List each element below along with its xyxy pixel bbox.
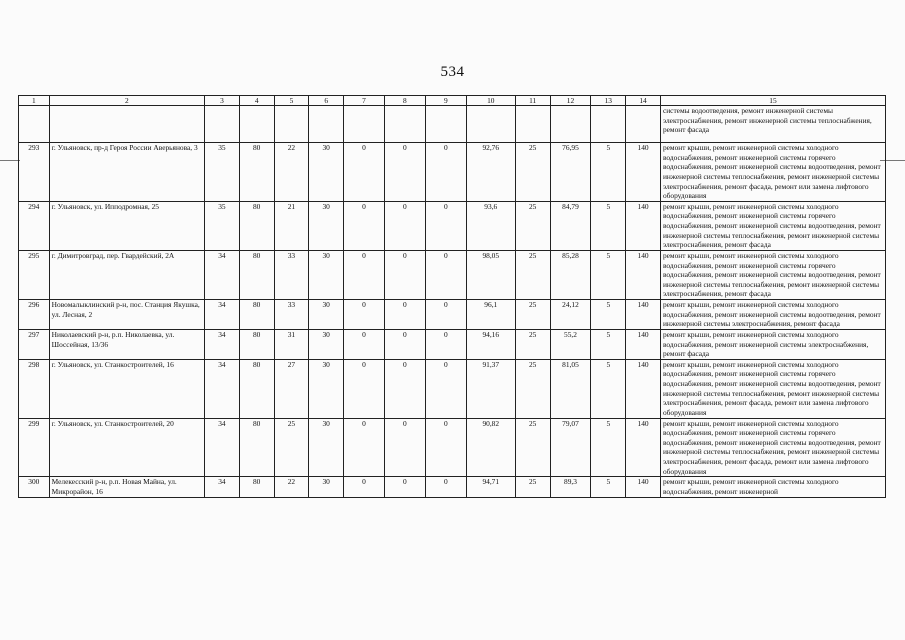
row-number-cell: 293 xyxy=(19,143,50,202)
value-cell: 140 xyxy=(626,418,661,477)
works-cell: ремонт крыши, ремонт инженерной системы холодного водоснабжения, ремонт инженерной xyxy=(660,477,885,497)
value-cell: 30 xyxy=(309,418,344,477)
header-cell: 1 xyxy=(19,96,50,106)
value-cell: 33 xyxy=(274,300,309,330)
value-cell: 0 xyxy=(344,143,385,202)
value-cell: 76,95 xyxy=(550,143,591,202)
value-cell: 96,1 xyxy=(466,300,515,330)
address-cell: Новомалыклинский р-н, пос. Станция Якушка, ул. Лесная, 2 xyxy=(49,300,204,330)
row-number-cell: 297 xyxy=(19,329,50,359)
address-cell: г. Ульяновск, пр-д Героя России Аверьянова, 3 xyxy=(49,143,204,202)
value-cell: 140 xyxy=(626,359,661,418)
value-cell: 27 xyxy=(274,359,309,418)
address-cell: Николаевский р-н, р.п. Николаевка, ул. Шоссейная, 13/36 xyxy=(49,329,204,359)
value-cell: 25 xyxy=(515,300,550,330)
value-cell: 0 xyxy=(425,359,466,418)
value-cell: 25 xyxy=(515,250,550,299)
header-cell: 2 xyxy=(49,96,204,106)
value-cell: 0 xyxy=(425,143,466,202)
value-cell: 140 xyxy=(626,143,661,202)
value-cell: 92,76 xyxy=(466,143,515,202)
value-cell: 30 xyxy=(309,477,344,497)
value-cell: 25 xyxy=(515,329,550,359)
header-cell: 8 xyxy=(384,96,425,106)
value-cell: 25 xyxy=(274,418,309,477)
works-cell: ремонт крыши, ремонт инженерной системы холодного водоснабжения, ремонт инженерной системы горячего водоснабжения, ремонт инженерной системы водоотведения, ремонт инженерной системы теплоснабжения, ремонт инженерной системы электроснабжения, ремонт фасада, ремонт или замена лифтового оборудования xyxy=(660,359,885,418)
page-number: 534 xyxy=(440,64,465,80)
value-cell: 25 xyxy=(515,359,550,418)
value-cell: 25 xyxy=(515,477,550,497)
table-row xyxy=(19,418,886,477)
table-row xyxy=(19,329,886,359)
address-cell: Мелекесский р-н, р.п. Новая Майна, ул. Микрорайон, 16 xyxy=(49,477,204,497)
table-row xyxy=(19,300,886,330)
header-cell: 12 xyxy=(550,96,591,106)
value-cell: 5 xyxy=(591,250,626,299)
value-cell: 24,12 xyxy=(550,300,591,330)
works-cell: ремонт крыши, ремонт инженерной системы холодного водоснабжения, ремонт инженерной системы горячего водоснабжения, ремонт инженерной системы водоотведения, ремонт инженерной системы теплоснабжения, ремонт инженерной системы электроснабжения, ремонт фасада, ремонт или замена лифтового оборудования xyxy=(660,418,885,477)
table-row xyxy=(19,201,886,250)
value-cell: 79,07 xyxy=(550,418,591,477)
row-number-cell: 299 xyxy=(19,418,50,477)
value-cell: 30 xyxy=(309,201,344,250)
value-cell: 98,05 xyxy=(466,250,515,299)
value-cell: 80 xyxy=(239,329,274,359)
value-cell: 140 xyxy=(626,201,661,250)
header-cell: 11 xyxy=(515,96,550,106)
value-cell: 80 xyxy=(239,418,274,477)
value-cell: 80 xyxy=(239,201,274,250)
value-cell: 0 xyxy=(344,201,385,250)
row-number-cell: 294 xyxy=(19,201,50,250)
value-cell: 80 xyxy=(239,143,274,202)
value-cell: 94,71 xyxy=(466,477,515,497)
value-cell: 140 xyxy=(626,250,661,299)
header-cell: 7 xyxy=(344,96,385,106)
value-cell: 5 xyxy=(591,359,626,418)
value-cell: 94,16 xyxy=(466,329,515,359)
value-cell: 30 xyxy=(309,329,344,359)
value-cell: 34 xyxy=(205,250,240,299)
value-cell: 34 xyxy=(205,418,240,477)
value-cell: 80 xyxy=(239,300,274,330)
value-cell: 0 xyxy=(384,250,425,299)
table-row xyxy=(19,143,886,202)
value-cell: 0 xyxy=(344,300,385,330)
value-cell: 30 xyxy=(309,143,344,202)
value-cell: 35 xyxy=(205,143,240,202)
header-row xyxy=(19,96,886,106)
value-cell: 25 xyxy=(515,418,550,477)
address-cell: г. Ульяновск, ул. Ипподромная, 25 xyxy=(49,201,204,250)
header-cell: 9 xyxy=(425,96,466,106)
value-cell: 140 xyxy=(626,477,661,497)
value-cell: 30 xyxy=(309,359,344,418)
header-cell: 3 xyxy=(205,96,240,106)
value-cell: 85,28 xyxy=(550,250,591,299)
value-cell: 0 xyxy=(344,329,385,359)
value-cell: 5 xyxy=(591,143,626,202)
data-table xyxy=(18,95,886,498)
value-cell: 5 xyxy=(591,201,626,250)
scan-edge-mark-left xyxy=(0,160,20,161)
header-cell: 10 xyxy=(466,96,515,106)
value-cell: 80 xyxy=(239,359,274,418)
row-number-cell: 300 xyxy=(19,477,50,497)
header-cell: 15 xyxy=(660,96,885,106)
value-cell: 5 xyxy=(591,329,626,359)
value-cell: 84,79 xyxy=(550,201,591,250)
value-cell: 0 xyxy=(344,418,385,477)
value-cell: 22 xyxy=(274,477,309,497)
value-cell: 0 xyxy=(425,329,466,359)
header-cell: 4 xyxy=(239,96,274,106)
value-cell: 80 xyxy=(239,477,274,497)
works-cell: ремонт крыши, ремонт инженерной системы холодного водоснабжения, ремонт инженерной системы водоотведения, ремонт инженерной системы электроснабжения, ремонт фасада xyxy=(660,300,885,330)
value-cell: 35 xyxy=(205,201,240,250)
value-cell: 81,05 xyxy=(550,359,591,418)
value-cell: 30 xyxy=(309,300,344,330)
value-cell: 0 xyxy=(344,250,385,299)
value-cell: 0 xyxy=(344,477,385,497)
value-cell: 5 xyxy=(591,477,626,497)
value-cell: 30 xyxy=(309,250,344,299)
continuation-row xyxy=(19,106,886,143)
value-cell: 0 xyxy=(425,201,466,250)
value-cell: 55,2 xyxy=(550,329,591,359)
value-cell: 34 xyxy=(205,359,240,418)
value-cell: 0 xyxy=(425,250,466,299)
table-row xyxy=(19,359,886,418)
value-cell: 80 xyxy=(239,250,274,299)
value-cell: 0 xyxy=(384,477,425,497)
value-cell: 33 xyxy=(274,250,309,299)
value-cell: 0 xyxy=(425,477,466,497)
value-cell: 0 xyxy=(384,201,425,250)
row-number-cell: 298 xyxy=(19,359,50,418)
header-cell: 14 xyxy=(626,96,661,106)
value-cell: 22 xyxy=(274,143,309,202)
header-cell: 13 xyxy=(591,96,626,106)
value-cell: 5 xyxy=(591,300,626,330)
value-cell: 0 xyxy=(384,143,425,202)
table-row xyxy=(19,250,886,299)
address-cell: г. Ульяновск, ул. Станкостроителей, 16 xyxy=(49,359,204,418)
works-cell: ремонт крыши, ремонт инженерной системы холодного водоснабжения, ремонт инженерной системы электроснабжения, ремонт фасада xyxy=(660,329,885,359)
value-cell: 34 xyxy=(205,477,240,497)
value-cell: 90,82 xyxy=(466,418,515,477)
address-cell: г. Димитровград, пер. Гвардейский, 2А xyxy=(49,250,204,299)
value-cell: 0 xyxy=(384,359,425,418)
value-cell: 0 xyxy=(384,329,425,359)
value-cell: 91,37 xyxy=(466,359,515,418)
value-cell: 93,6 xyxy=(466,201,515,250)
value-cell: 0 xyxy=(384,418,425,477)
address-cell: г. Ульяновск, ул. Станкостроителей, 20 xyxy=(49,418,204,477)
value-cell: 34 xyxy=(205,329,240,359)
table-row xyxy=(19,477,886,497)
value-cell: 0 xyxy=(384,300,425,330)
value-cell: 0 xyxy=(344,359,385,418)
value-cell: 25 xyxy=(515,201,550,250)
value-cell: 31 xyxy=(274,329,309,359)
row-number-cell: 296 xyxy=(19,300,50,330)
value-cell: 0 xyxy=(425,300,466,330)
value-cell: 89,3 xyxy=(550,477,591,497)
works-cell: ремонт крыши, ремонт инженерной системы холодного водоснабжения, ремонт инженерной системы горячего водоснабжения, ремонт инженерной системы водоотведения, ремонт инженерной системы теплоснабжения, ремонт инженерной системы электроснабжения, ремонт фасада xyxy=(660,201,885,250)
works-cell: ремонт крыши, ремонт инженерной системы холодного водоснабжения, ремонт инженерной системы горячего водоснабжения, ремонт инженерной системы водоотведения, ремонт инженерной системы теплоснабжения, ремонт инженерной системы электроснабжения, ремонт фасада, ремонт или замена лифтового оборудования xyxy=(660,143,885,202)
works-cell: ремонт крыши, ремонт инженерной системы холодного водоснабжения, ремонт инженерной системы горячего водоснабжения, ремонт инженерной системы водоотведения, ремонт инженерной системы теплоснабжения, ремонт инженерной системы электроснабжения, ремонт фасада xyxy=(660,250,885,299)
header-cell: 6 xyxy=(309,96,344,106)
header-cell: 5 xyxy=(274,96,309,106)
value-cell: 0 xyxy=(425,418,466,477)
value-cell: 34 xyxy=(205,300,240,330)
value-cell: 5 xyxy=(591,418,626,477)
value-cell: 140 xyxy=(626,300,661,330)
row-number-cell: 295 xyxy=(19,250,50,299)
value-cell: 25 xyxy=(515,143,550,202)
value-cell: 140 xyxy=(626,329,661,359)
works-cell: системы водоотведения, ремонт инженерной системы электроснабжения, ремонт инженерной системы теплоснабжения, ремонт фасада xyxy=(660,106,885,143)
value-cell: 21 xyxy=(274,201,309,250)
